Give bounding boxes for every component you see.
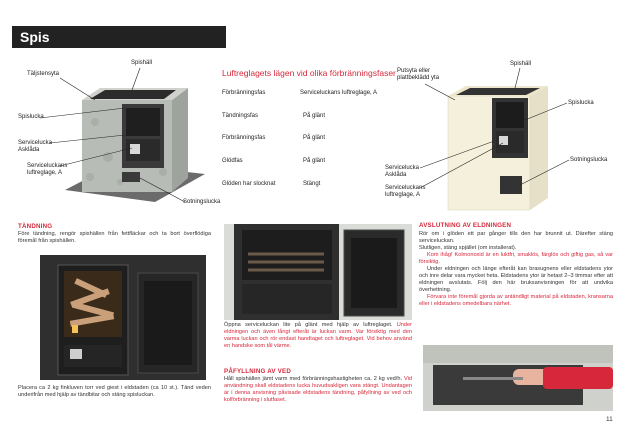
middle-caption bbox=[224, 322, 412, 350]
pafyllning-text bbox=[224, 376, 412, 404]
section-title-tandning: TÄNDNING bbox=[18, 223, 53, 230]
avslutning-p2: Slutligen, stäng spjället (om installerat). bbox=[419, 245, 517, 251]
label-servicelucka-right: Servicelucka Asklåda bbox=[385, 165, 420, 178]
photo-service-door-ajar bbox=[224, 224, 412, 320]
label-putsyta: Putsyta eller plattbeklädd yta bbox=[397, 68, 440, 81]
table-row-2-fas: Förbränningsfas bbox=[222, 135, 266, 141]
photo-hand-adjusting-damper bbox=[423, 345, 613, 411]
label-servicelucka-left: Servicelucka Asklåda bbox=[18, 140, 53, 153]
label-serviceluckans-left: Serviceluckans luftreglage, A bbox=[27, 163, 68, 176]
table-row-4-reglage: Stängt bbox=[303, 181, 321, 187]
table-row-3-fas: Glödfas bbox=[222, 158, 243, 164]
section-title-pafyllning: PÅFYLLNING AV VED bbox=[224, 368, 291, 375]
tandning-photo-caption: Placera ca 2 kg finkluven torr ved giest i eldstaden (ca 10 st.). Tänd veden underifrån med hjälp av tändbitar och stäng spisluckan. bbox=[18, 385, 211, 398]
table-row-4-fas: Glöden har slocknat bbox=[222, 181, 276, 187]
label-spislucka-right: Spislucka bbox=[568, 100, 594, 106]
page-title: Spis bbox=[20, 29, 50, 45]
table-row-1-fas: Tändningsfas bbox=[222, 113, 259, 119]
table-row-3-reglage: På glänt bbox=[303, 158, 326, 164]
avslutning-p4: Under eldningen och länge efteråt kan brasugnens eller eldstadens ytor och inre delar vara mycket heta. Eldstadens ytor är hetast 2–3 timmar efter att eldningen avslutats. Följ den här bruksanvisningen för att undvika överhettning. bbox=[419, 266, 613, 293]
table-header-fas: Förbränningsfas bbox=[222, 90, 266, 96]
table-row-1-reglage: På glänt bbox=[303, 113, 326, 119]
label-spishall-left: Spishäll bbox=[131, 60, 153, 66]
avslutning-p1: Rör om i glöden ett par gånger tills den har brunnit ut. Därefter stäng serviceluckan. bbox=[419, 231, 613, 244]
table-title: Luftreglagets lägen vid olika förbränningsfaser bbox=[222, 68, 396, 78]
pafyllning-text-black: Håll spishällen jämt varm med förbränningshastigheten ca. 2 kg ved/h. bbox=[224, 376, 405, 382]
middle-caption-black: Öppna serviceluckan lite på glänt med hjälp av luftreglaget. bbox=[224, 322, 397, 328]
label-taljstensyta: Täljstensyta bbox=[27, 71, 60, 77]
avslutning-p5: Förvara inte föremål gjorda av antändligt material på eldstaden, kransarna eller i eldstadens omedelbara närhet. bbox=[419, 294, 613, 307]
section-title-avslutning: AVSLUTNING AV ELDNINGEN bbox=[419, 222, 512, 229]
label-sotningslucka-right: Sotningslucka bbox=[570, 157, 608, 163]
label-spislucka-left: Spislucka bbox=[18, 114, 44, 120]
page-number: 11 bbox=[606, 416, 613, 423]
tandning-text: Före tändning, rengör spishällen från fettfläckar och ta bort överflödiga föremål från spishällen. bbox=[18, 231, 211, 244]
avslutning-body bbox=[419, 231, 613, 308]
label-serviceluckans-right: Serviceluckans luftreglage, A bbox=[385, 185, 426, 198]
photo-firewood-in-firebox bbox=[40, 255, 206, 380]
table-row-2-reglage: På glänt bbox=[303, 135, 326, 141]
middle-caption-red: Under eldningen och även långt efteråt är luckan varm. Var försiktig med den varma luckan och rör endast handtaget och luftreglaget. Vid behov använd en handske som tål värme. bbox=[224, 322, 412, 349]
label-spishall-right: Spishäll bbox=[510, 61, 532, 67]
table-header-reglage: Serviceluckans luftreglage, A bbox=[300, 90, 378, 96]
label-sotningslucka-left: Sotningslucka bbox=[183, 199, 221, 205]
pafyllning-text-red: Vid användning skall eldstadens lucka huvudsakligen vara stängt. Undantagen är i denna anvisning påvisade eldstadens tändning, påfyllning av ved och kolförbränning i slutfaset. bbox=[224, 376, 412, 403]
avslutning-p3: Kom ihåg! Kolmonoxid är en luktfri, smaklös, färglös och giftig gas, så var försiktig. bbox=[419, 252, 613, 265]
